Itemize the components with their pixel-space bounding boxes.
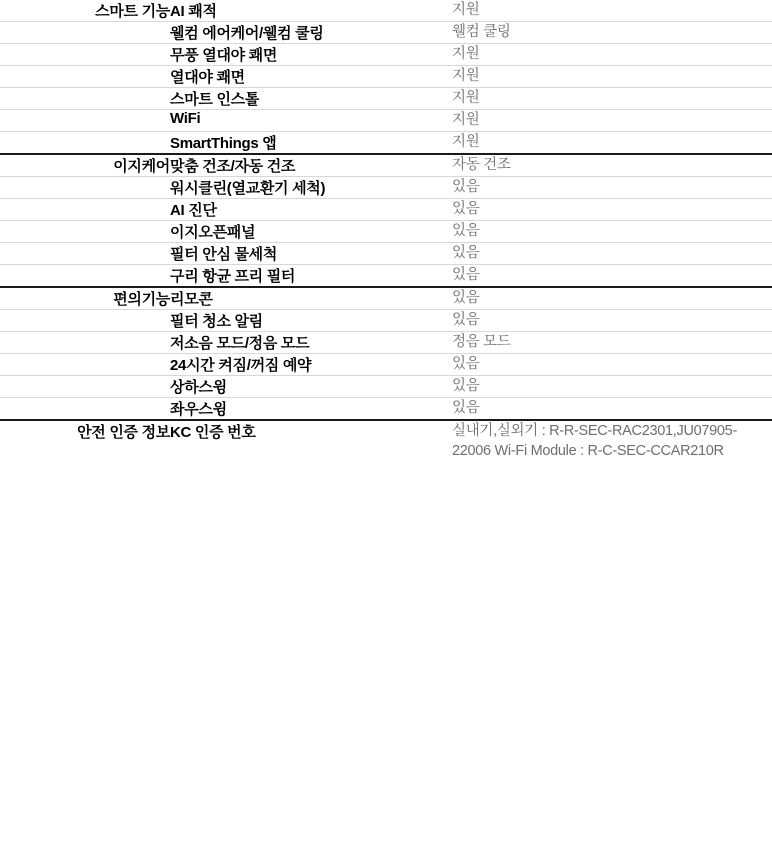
spec-group-label: [0, 397, 170, 420]
spec-item-label: 구리 항균 프리 필터: [170, 264, 452, 287]
spec-group-label: [0, 198, 170, 220]
spec-item-label: 리모콘: [170, 287, 452, 310]
table-row: [0, 420, 772, 462]
table-row: [0, 375, 772, 397]
spec-item-label: 저소음 모드/정음 모드: [170, 331, 452, 353]
spec-item-label: 열대야 쾌면: [170, 66, 452, 88]
table-row: [0, 397, 772, 420]
spec-item-value: 지원: [452, 44, 772, 66]
spec-item-value: 지원: [452, 110, 772, 132]
spec-item-label: 좌우스윙: [170, 397, 452, 420]
spec-group-label: [0, 44, 170, 66]
table-row: [0, 110, 772, 132]
table-row: [0, 220, 772, 242]
spec-item-label: 맞춤 건조/자동 건조: [170, 154, 452, 177]
spec-group-label: 편의기능: [0, 287, 170, 310]
spec-group-label: [0, 375, 170, 397]
spec-group-label: [0, 22, 170, 44]
spec-group-label: [0, 264, 170, 287]
spec-item-value: 있음: [452, 242, 772, 264]
spec-group-label: [0, 242, 170, 264]
spec-item-label: SmartThings 앱: [170, 131, 452, 154]
spec-group-label: [0, 131, 170, 154]
spec-group-label: 스마트 기능: [0, 0, 170, 22]
spec-group-label: [0, 309, 170, 331]
spec-item-value: 지원: [452, 88, 772, 110]
table-row: [0, 353, 772, 375]
spec-item-value: 있음: [452, 287, 772, 310]
spec-item-label: 이지오픈패널: [170, 220, 452, 242]
spec-item-value: 있음: [452, 176, 772, 198]
spec-item-label: 24시간 켜짐/꺼짐 예약: [170, 353, 452, 375]
spec-item-value: 있음: [452, 309, 772, 331]
spec-item-label: 필터 안심 물세척: [170, 242, 452, 264]
spec-item-label: 무풍 열대야 쾌면: [170, 44, 452, 66]
spec-group-label: 이지케어: [0, 154, 170, 177]
spec-item-label: 필터 청소 알림: [170, 309, 452, 331]
spec-item-value: 있음: [452, 353, 772, 375]
spec-group-label: [0, 66, 170, 88]
spec-group-label: [0, 110, 170, 132]
table-row: [0, 0, 772, 22]
table-row: [0, 264, 772, 287]
spec-item-label: 스마트 인스톨: [170, 88, 452, 110]
table-row: [0, 198, 772, 220]
spec-item-value: 있음: [452, 264, 772, 287]
spec-group-label: [0, 353, 170, 375]
table-row: [0, 287, 772, 310]
spec-item-label: 워시클린(열교환기 세척): [170, 176, 452, 198]
spec-group-label: [0, 88, 170, 110]
spec-item-label: 웰컴 에어케어/웰컴 쿨링: [170, 22, 452, 44]
spec-item-label: KC 인증 번호: [170, 420, 452, 462]
spec-item-label: AI 쾌적: [170, 0, 452, 22]
spec-item-value: 있음: [452, 397, 772, 420]
spec-item-value: 실내기,실외기 : R-R-SEC-RAC2301,JU07905-22006 Wi-Fi Module : R-C-SEC-CCAR210R: [452, 420, 772, 462]
spec-item-value: 지원: [452, 0, 772, 22]
spec-item-value: 있음: [452, 375, 772, 397]
table-row: [0, 309, 772, 331]
spec-item-value: 있음: [452, 220, 772, 242]
spec-group-label: 안전 인증 정보: [0, 420, 170, 462]
spec-group-label: [0, 176, 170, 198]
table-row: [0, 331, 772, 353]
table-row: [0, 131, 772, 154]
spec-item-value: 있음: [452, 198, 772, 220]
spec-item-value: 웰컴 쿨링: [452, 22, 772, 44]
spec-group-label: [0, 220, 170, 242]
spec-item-value: 정음 모드: [452, 331, 772, 353]
spec-item-value: 지원: [452, 66, 772, 88]
table-row: [0, 66, 772, 88]
spec-item-label: AI 진단: [170, 198, 452, 220]
table-row: [0, 154, 772, 177]
spec-group-label: [0, 331, 170, 353]
spec-item-value: 자동 건조: [452, 154, 772, 177]
spec-item-label: 상하스윙: [170, 375, 452, 397]
table-row: [0, 44, 772, 66]
table-row: [0, 22, 772, 44]
table-row: [0, 176, 772, 198]
spec-item-label: WiFi: [170, 110, 452, 132]
table-row: [0, 242, 772, 264]
table-row: [0, 88, 772, 110]
spec-item-value: 지원: [452, 131, 772, 154]
